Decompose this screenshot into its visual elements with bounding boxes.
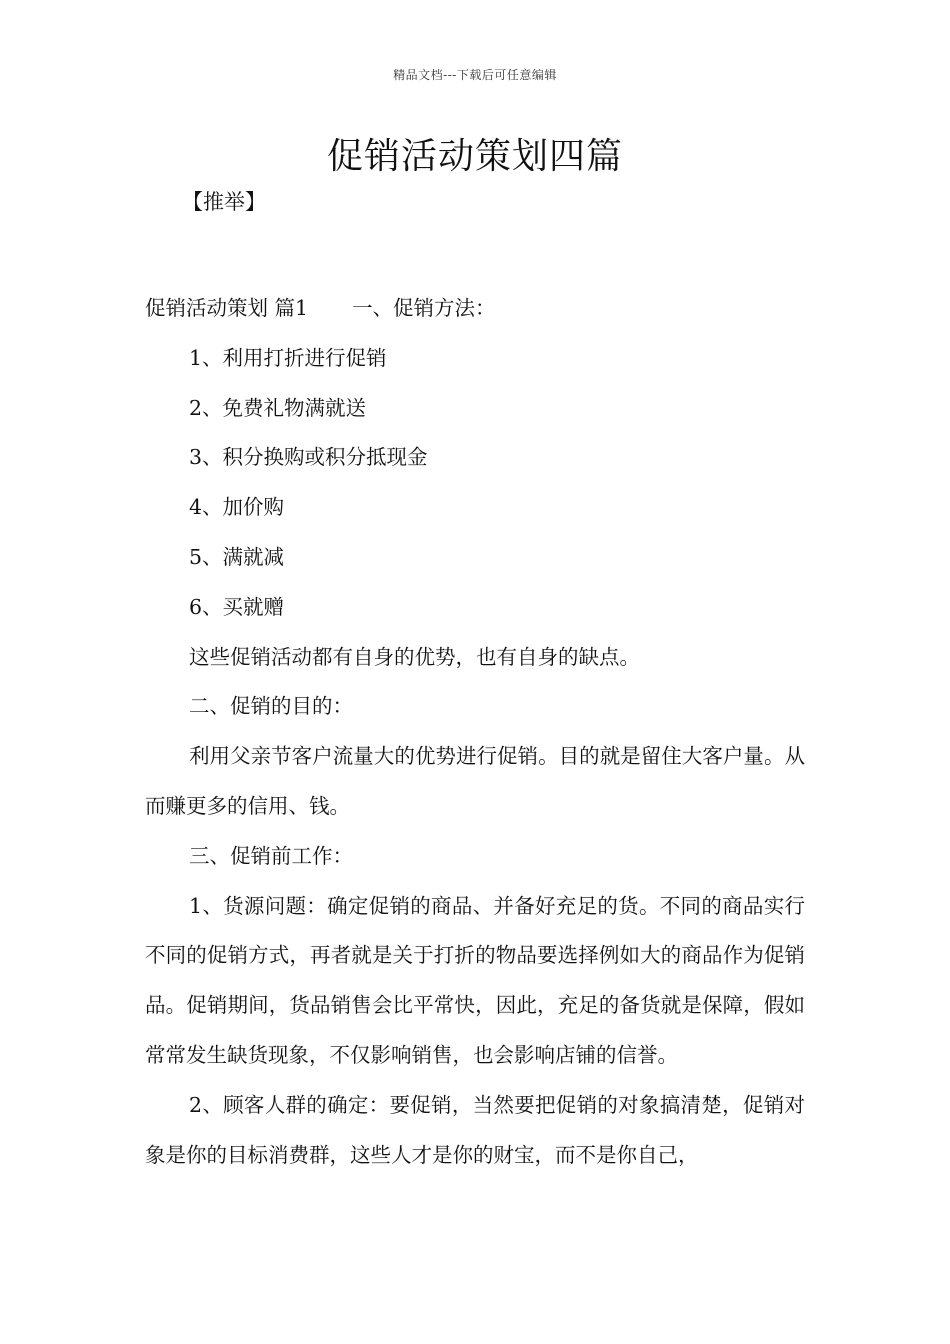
document-body bbox=[145, 284, 805, 1180]
header-note: 精品文档---下载后可任意编辑 bbox=[393, 68, 557, 82]
prep-heading: 三、促销前工作： bbox=[189, 843, 353, 868]
list-item: 4、加价购 bbox=[189, 495, 285, 520]
prep-paragraph-1: 1、货源问题：确定促销的商品、并备好充足的货。不同的商品实行不同的促销方式，再者就是关于打折的物品要选择例如大的商品作为促销品。促销期间，货品销售会比平常快，因此，充足的备货就是保障，假如常常发生缺货现象，不仅影响销售，也会影响店铺的信誉。 bbox=[145, 893, 805, 1067]
section-heading: 促销活动策划 篇1 bbox=[145, 296, 309, 320]
purpose-paragraph: 利用父亲节客户流量大的优势进行促销。目的就是留住大客户量。从而赚更多的信用、钱。 bbox=[145, 744, 805, 818]
list-item: 1、利用打折进行促销 bbox=[189, 345, 387, 370]
list-item: 3、积分换购或积分抵现金 bbox=[189, 445, 428, 470]
recommend-tag: 【推举】 bbox=[182, 190, 266, 214]
document-title: 促销活动策划四篇 bbox=[326, 136, 623, 177]
purpose-heading: 二、促销的目的： bbox=[189, 694, 353, 719]
prep-paragraph-2: 2、顾客人群的确定：要促销，当然要把促销的对象搞清楚，促销对象是你的目标消费群，这些人才是你的财宝，而不是你自己， bbox=[145, 1092, 805, 1167]
list-item: 6、买就赠 bbox=[189, 594, 285, 619]
methods-summary: 这些促销活动都有自身的优势，也有自身的缺点。 bbox=[189, 644, 640, 669]
list-item: 5、满就减 bbox=[189, 544, 285, 569]
method-heading: 一、促销方法： bbox=[352, 296, 496, 320]
section-heading-line bbox=[145, 284, 805, 334]
list-item: 2、免费礼物满就送 bbox=[189, 395, 367, 420]
